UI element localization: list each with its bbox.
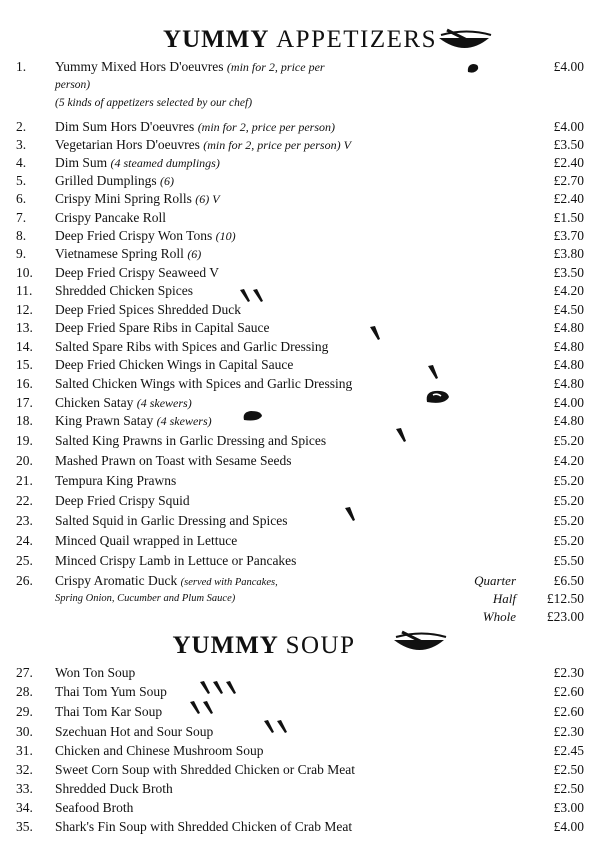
chili-pepper-icon	[368, 325, 382, 341]
item-name: Crispy Aromatic Duck	[55, 573, 178, 588]
item-name: Won Ton Soup	[55, 665, 136, 680]
chili-pepper-icon	[198, 679, 242, 695]
item-name-line	[55, 137, 351, 153]
item-name: Salted Squid in Garlic Dressing and Spices	[55, 513, 288, 528]
item-price: £5.20	[553, 513, 584, 528]
bowl-with-chopsticks-icon	[437, 26, 493, 61]
item-price: £2.30	[553, 724, 584, 739]
item-number: 25.	[16, 553, 33, 568]
item-name: Yummy Mixed Hors D'oeuvres	[55, 59, 224, 74]
item-name: Sweet Corn Soup with Shredded Chicken or Crab Meat	[55, 762, 355, 777]
item-note: (6)	[160, 174, 174, 188]
item-note: (6)	[187, 247, 202, 261]
item-name-line	[55, 433, 326, 449]
appetizers-heading-word: APPETIZERS	[276, 26, 437, 53]
item-number: 18.	[16, 413, 33, 428]
item-note: person)	[55, 79, 91, 91]
item-number: 30.	[16, 724, 33, 739]
item-name: Shredded Chicken Spices	[55, 283, 193, 298]
item-price: £2.40	[553, 155, 584, 170]
item-name-line	[55, 155, 220, 171]
item-number: 4.	[16, 155, 27, 170]
item-name-line	[55, 302, 241, 318]
item-price: £4.80	[553, 413, 584, 428]
item-price: £4.80	[553, 320, 584, 335]
item-name-line	[55, 376, 352, 392]
item-note: (4 skewers)	[156, 414, 212, 428]
item-number: 15.	[16, 357, 33, 372]
portion-price: £6.50	[553, 573, 584, 588]
item-price: £4.80	[553, 376, 584, 391]
item-number: 19.	[16, 433, 33, 448]
item-name: Deep Fried Spare Ribs in Capital Sauce	[55, 320, 270, 335]
item-name: Chicken and Chinese Mushroom Soup	[55, 743, 264, 758]
item-price: £3.80	[553, 246, 584, 261]
item-price: £5.20	[553, 473, 584, 488]
item-price: £4.80	[553, 357, 584, 372]
item-number: 7.	[16, 210, 27, 225]
item-number: 23.	[16, 513, 33, 528]
item-number: 22.	[16, 493, 33, 508]
item-name: Chicken Satay	[55, 395, 134, 410]
item-number: 9.	[16, 246, 27, 261]
item-name: Mashed Prawn on Toast with Sesame Seeds	[55, 453, 292, 468]
item-name-line	[55, 493, 190, 509]
soup-heading-brand: YUMMY	[172, 632, 279, 659]
item-name-line	[55, 265, 219, 281]
item-number: 20.	[16, 453, 33, 468]
item-name: Seafood Broth	[55, 800, 134, 815]
item-name: Minced Quail wrapped in Lettuce	[55, 533, 238, 548]
item-name-line	[55, 513, 287, 529]
item-name-line	[55, 339, 328, 355]
item-name-line	[55, 533, 237, 549]
item-number: 12.	[16, 302, 33, 317]
item-price: £3.70	[553, 228, 584, 243]
item-name: Salted King Prawns in Garlic Dressing and Spices	[55, 433, 327, 448]
item-price: £5.50	[553, 553, 584, 568]
item-price: £4.00	[553, 59, 584, 74]
item-name-line	[55, 191, 220, 207]
item-price: £3.00	[553, 800, 584, 815]
appetizers-heading-brand: YUMMY	[163, 26, 270, 53]
item-price: £2.40	[553, 191, 584, 206]
item-note: (min for 2, price per	[226, 60, 325, 74]
item-name: King Prawn Satay	[55, 413, 154, 428]
item-note: (served with Pancakes,	[180, 577, 278, 588]
item-number: 17.	[16, 395, 33, 410]
item-number: 33.	[16, 781, 33, 796]
item-number: 16.	[16, 376, 33, 391]
item-name-line	[55, 246, 201, 262]
item-number: 13.	[16, 320, 33, 335]
item-price: £1.50	[553, 210, 584, 225]
item-name-line	[55, 573, 278, 591]
item-note: (4 skewers)	[136, 396, 192, 410]
item-name: Thai Tom Yum Soup	[55, 684, 167, 699]
item-note: (10)	[215, 229, 236, 243]
portion-label: Quarter	[474, 573, 516, 588]
item-name: Tempura King Prawns	[55, 473, 177, 488]
item-number: 24.	[16, 533, 33, 548]
item-name-line	[55, 357, 293, 373]
item-name-line	[55, 553, 296, 569]
item-note: (5 kinds of appetizers selected by our chef)	[55, 97, 253, 109]
item-number: 21.	[16, 473, 33, 488]
portion-price: £23.00	[546, 609, 584, 624]
item-name: Deep Fried Chicken Wings in Capital Sauce	[55, 357, 294, 372]
item-name: Vietnamese Spring Roll	[55, 246, 184, 261]
item-number: 31.	[16, 743, 33, 758]
item-name: Salted Chicken Wings with Spices and Garlic Dressing	[55, 376, 353, 391]
chili-pepper-icon	[238, 287, 270, 303]
item-price: £5.20	[553, 433, 584, 448]
chili-pepper-icon	[426, 364, 440, 380]
item-number: 29.	[16, 704, 33, 719]
soup-heading-word: SOUP	[285, 632, 356, 659]
item-price: £5.20	[553, 533, 584, 548]
item-number: 14.	[16, 339, 33, 354]
item-name-line	[55, 473, 176, 489]
item-name-line	[55, 59, 325, 75]
item-price: £3.50	[553, 137, 584, 152]
item-number: 8.	[16, 228, 27, 243]
item-name-line	[55, 283, 193, 299]
item-number: 6.	[16, 191, 27, 206]
soup-heading	[0, 632, 564, 660]
item-name-line	[55, 173, 174, 189]
item-price: £2.50	[553, 781, 584, 796]
item-number: 32.	[16, 762, 33, 777]
item-price: £3.50	[553, 265, 584, 280]
item-note: (min for 2, price per person)	[197, 120, 336, 134]
item-name: Thai Tom Kar Soup	[55, 704, 163, 719]
item-price: £4.80	[553, 339, 584, 354]
item-name-line	[55, 453, 292, 469]
bowl-with-chopsticks-icon	[392, 628, 448, 663]
item-price: £2.45	[553, 743, 584, 758]
item-number: 5.	[16, 173, 27, 188]
item-number: 28.	[16, 684, 33, 699]
item-name: Dim Sum	[55, 155, 108, 170]
item-name: Grilled Dumplings	[55, 173, 157, 188]
item-number: 11.	[16, 283, 33, 298]
item-note: (6) V	[195, 192, 220, 206]
portion-label: Whole	[482, 609, 516, 624]
item-price: £4.00	[553, 819, 584, 834]
item-number: 10.	[16, 265, 33, 280]
item-number: 34.	[16, 800, 33, 815]
item-number: 27.	[16, 665, 33, 680]
portion-label: Half	[492, 591, 516, 606]
item-price: £2.60	[553, 684, 584, 699]
item-note: (min for 2, price per person) V	[203, 138, 351, 152]
chili-pepper-icon	[343, 506, 357, 522]
item-name: Minced Crispy Lamb in Lettuce or Pancakes	[55, 553, 297, 568]
item-name: Crispy Mini Spring Rolls	[55, 191, 192, 206]
item-price: £4.50	[553, 302, 584, 317]
appetizers-heading	[0, 26, 600, 54]
item-note: Spring Onion, Cucumber and Plum Sauce)	[55, 593, 236, 604]
item-name-line	[55, 395, 192, 411]
item-price: £2.50	[553, 762, 584, 777]
item-name-line	[55, 119, 335, 135]
item-price: £2.60	[553, 704, 584, 719]
vegetable-icon	[466, 62, 480, 74]
item-number: 2.	[16, 119, 27, 134]
item-name: Deep Fried Crispy Squid	[55, 493, 190, 508]
item-number: 1.	[16, 59, 27, 74]
item-price: £5.20	[553, 493, 584, 508]
item-name-line	[55, 228, 236, 244]
item-name: Deep Fried Spices Shredded Duck	[55, 302, 241, 317]
chili-pepper-icon	[394, 427, 408, 443]
item-name: Szechuan Hot and Sour Soup	[55, 724, 214, 739]
portion-price: £12.50	[546, 591, 584, 606]
item-name: Shark's Fin Soup with Shredded Chicken of Crab Meat	[55, 819, 353, 834]
item-price: £4.00	[553, 119, 584, 134]
item-name: Deep Fried Crispy Seaweed V	[55, 265, 219, 280]
item-price: £2.30	[553, 665, 584, 680]
item-name-line	[55, 320, 269, 336]
item-name-line	[55, 210, 166, 226]
vegetable-icon	[242, 409, 264, 423]
item-number: 26.	[16, 573, 33, 588]
chili-pepper-icon	[262, 718, 294, 734]
vegetable-icon	[425, 388, 451, 406]
item-name: Crispy Pancake Roll	[55, 210, 166, 225]
item-name: Deep Fried Crispy Won Tons	[55, 228, 213, 243]
item-price: £2.70	[553, 173, 584, 188]
item-number: 3.	[16, 137, 27, 152]
item-note: (4 steamed dumplings)	[110, 156, 220, 170]
item-price: £4.20	[553, 283, 584, 298]
chili-pepper-icon	[188, 699, 220, 715]
item-name: Vegetarian Hors D'oeuvres	[55, 137, 200, 152]
item-price: £4.00	[553, 395, 584, 410]
item-price: £4.20	[553, 453, 584, 468]
item-name-line	[55, 413, 212, 429]
item-number: 35.	[16, 819, 33, 834]
item-name: Dim Sum Hors D'oeuvres	[55, 119, 195, 134]
item-name: Shredded Duck Broth	[55, 781, 173, 796]
item-name: Salted Spare Ribs with Spices and Garlic Dressing	[55, 339, 329, 354]
